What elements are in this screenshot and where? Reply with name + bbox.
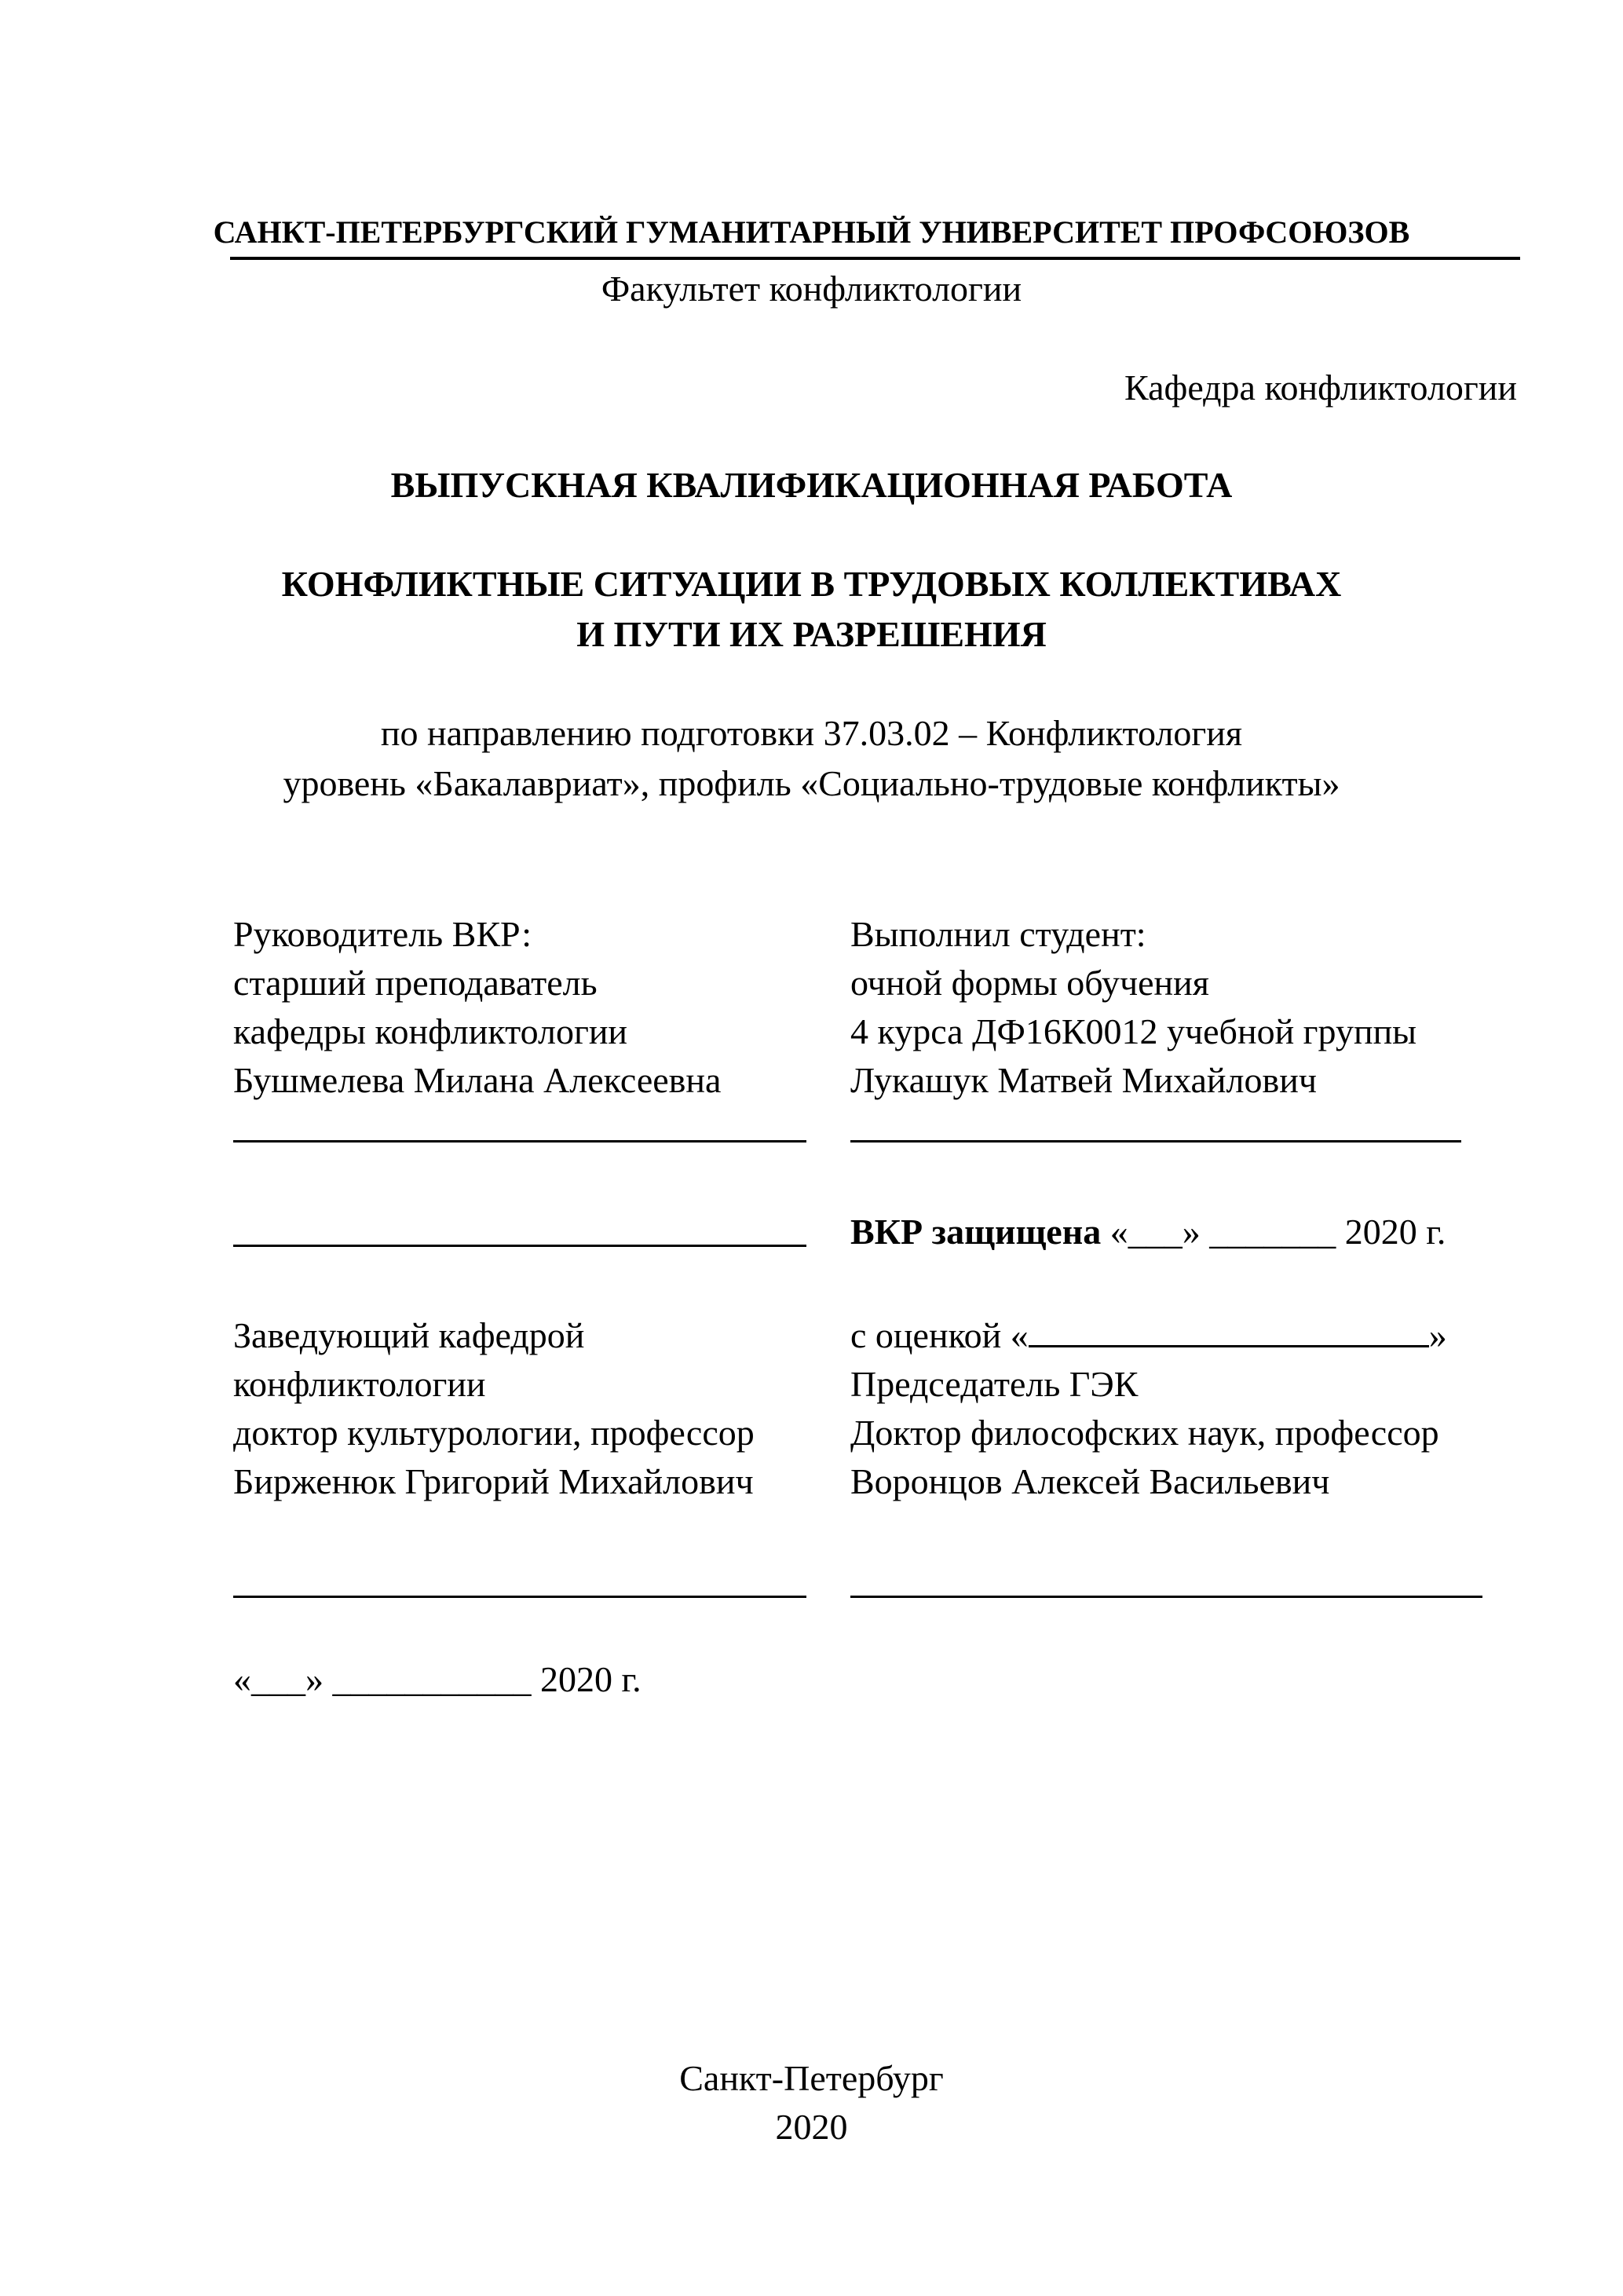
supervisor-signature-line [233,1140,806,1143]
chairman-title: Председатель ГЭК [850,1364,1139,1404]
head-of-department-block [233,1311,755,1506]
chairman-degree: Доктор философских наук, профессор [850,1413,1439,1453]
supervisor-block [233,910,721,1105]
defense-label: ВКР защищена [850,1212,1102,1252]
header-divider [230,257,1520,260]
student-signature-line [850,1140,1461,1143]
year: 2020 [775,2107,848,2147]
student-label: Выполнил студент: [850,914,1146,954]
supervisor-label: Руководитель ВКР: [233,914,532,954]
supervisor-department: кафедры конфликтологии [233,1011,628,1051]
chairman-block [850,1311,1447,1506]
chairman-signature-line [850,1596,1482,1598]
head-degree: доктор культурологии, профессор [233,1413,755,1453]
thesis-title-line-1: КОНФЛИКТНЫЕ СИТУАЦИИ В ТРУДОВЫХ КОЛЛЕКТИВАХ [281,564,1342,604]
student-study-form: очной формы обучения [850,963,1209,1003]
chairman-name: Воронцов Алексей Васильевич [850,1461,1330,1501]
grade-line [850,1311,1447,1360]
student-group: 4 курса ДФ16К0012 учебной группы [850,1011,1417,1051]
supervisor-position: старший преподаватель [233,963,598,1003]
student-name: Лукашук Матвей Михайлович [850,1060,1317,1100]
defense-date: «___» _______ 2020 г. [1101,1212,1446,1252]
head-title: Заведующий кафедрой [233,1315,585,1355]
department-name: Кафедра конфликтологии [1124,367,1517,408]
grade-blank [1029,1314,1429,1347]
head-signature-line [233,1596,806,1598]
defense-line [850,1210,1446,1254]
grade-suffix: » [1428,1315,1447,1355]
work-type: ВЫПУСКНАЯ КВАЛИФИКАЦИОННАЯ РАБОТА [390,465,1233,505]
student-block [850,910,1416,1105]
direction-line-2: уровень «Бакалавриат», профиль «Социально-трудовые конфликты» [283,763,1340,803]
head-department: конфликтологии [233,1364,486,1404]
date-line: «___» ___________ 2020 г. [233,1659,642,1699]
direction-line-1: по направлению подготовки 37.03.02 – Конфликтология [380,713,1243,753]
city: Санкт-Петербург [679,2058,944,2098]
supervisor-name: Бушмелева Милана Алексеевна [233,1060,722,1100]
university-name: САНКТ-ПЕТЕРБУРГСКИЙ ГУМАНИТАРНЫЙ УНИВЕРСИТЕТ ПРОФСОЮЗОВ [213,214,1410,250]
thesis-title-line-2: И ПУТИ ИХ РАЗРЕШЕНИЯ [576,614,1047,654]
faculty-name: Факультет конфликтологии [601,269,1022,309]
signature-line [233,1245,806,1247]
grade-prefix: с оценкой « [850,1315,1029,1355]
head-name: Бирженюк Григорий Михайлович [233,1461,754,1501]
